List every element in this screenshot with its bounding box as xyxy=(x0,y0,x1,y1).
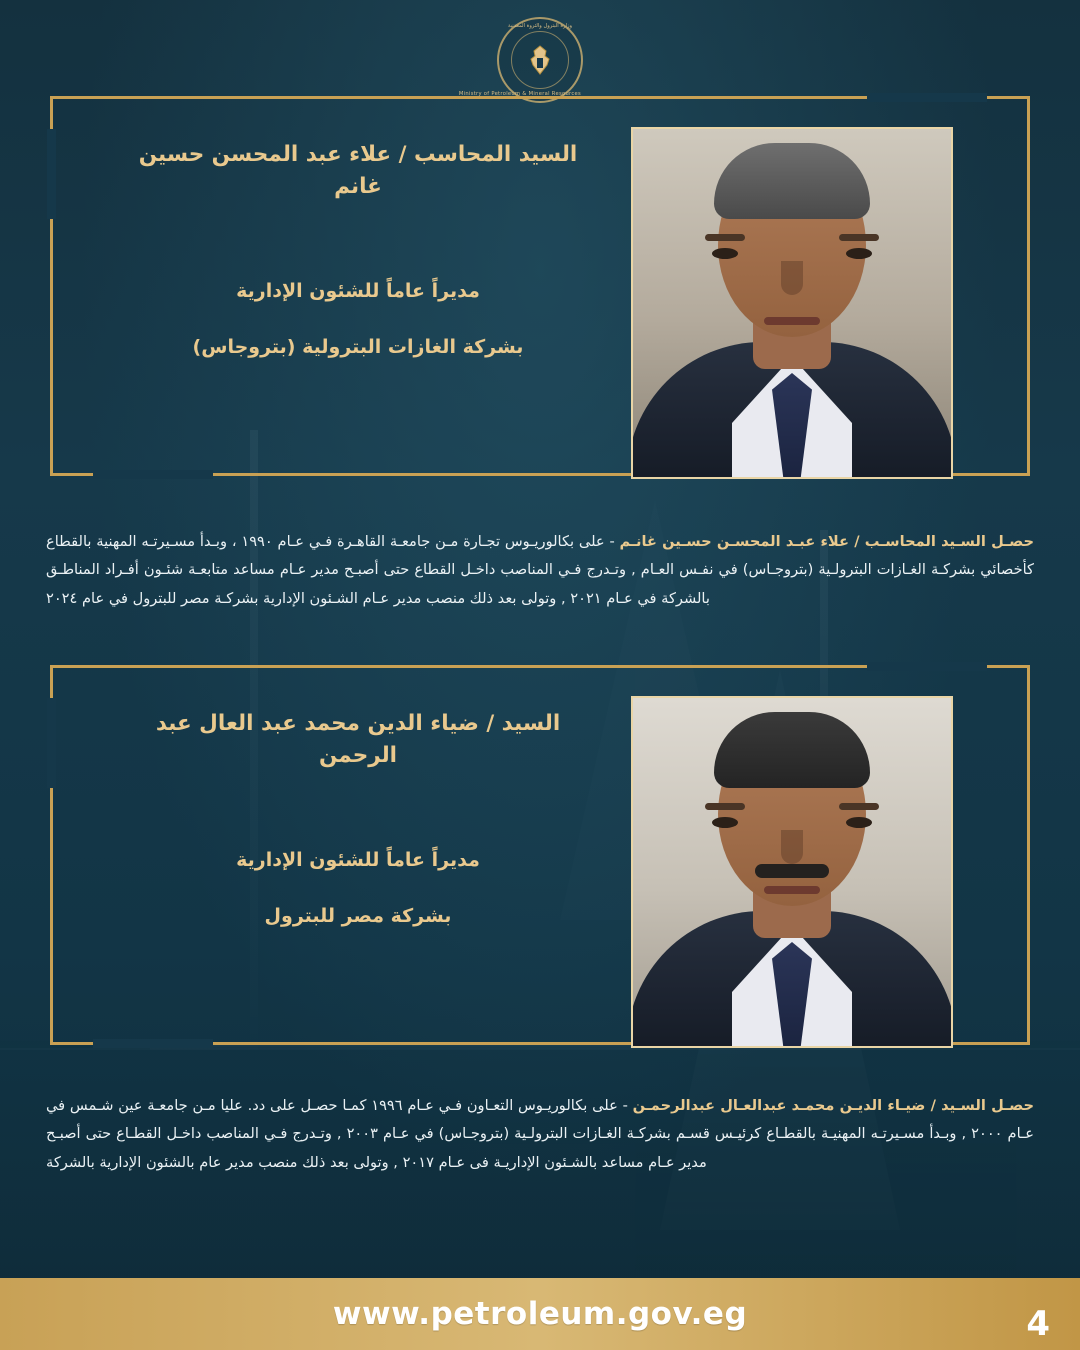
person-2-company: بشركة مصر للبترول xyxy=(264,904,452,927)
person-1-frame xyxy=(50,96,1030,476)
portrait-photo-man-mustache-icon xyxy=(633,698,951,1046)
person-1-name: السيد المحاسب / علاء عبد المحسن حسين غانم xyxy=(138,142,578,200)
portrait-photo-man-gray-hair-icon xyxy=(633,129,951,477)
person-1-bio xyxy=(46,528,1034,613)
person-2-photo xyxy=(631,696,953,1048)
person-1-company: بشركة الغازات البترولية (بتروجاس) xyxy=(192,335,524,358)
person-2-bio xyxy=(46,1092,1034,1177)
person-1-role: مديراً عاماً للشئون الإدارية xyxy=(236,279,480,302)
website-url[interactable]: www.petroleum.gov.eg xyxy=(332,1296,748,1332)
person-2-role: مديراً عاماً للشئون الإدارية xyxy=(236,848,480,871)
footer-bar xyxy=(0,1278,1080,1350)
person-1-text xyxy=(123,139,593,362)
logo-ring-text-bottom: Ministry of Petroleum & Mineral Resources xyxy=(458,91,581,97)
person-2-frame xyxy=(50,665,1030,1045)
page-number: 4 xyxy=(1026,1304,1050,1344)
person-1-photo xyxy=(631,127,953,479)
logo-ring-text-top: وزارة البترول والثروة المعدنية xyxy=(507,23,573,29)
egypt-eagle-emblem-icon xyxy=(511,31,569,89)
person-1-bio-text: - على بكالوريـوس تجـارة مـن جامعـة القاهـرة فـي عـام ١٩٩٠ ، وبـدأ مسـيرتـه المهنية بالقطاع كأخصائي بشركـة الغـازات البترولـية (بتروجـاس) في نفـس العـام , وتـدرج فـي المناصب داخـل القطاع حتى أصبـح مدير عـام مساعد متابعـة شئـون أفـراد المناطـق بالشركة في عـام ٢٠٢١ , وتولى بعد ذلك منصب مدير عـام الشـئون الإدارية بشركـة مصر للبترول في عام ٢٠٢٤ xyxy=(46,533,1034,607)
person-2-text xyxy=(123,708,593,931)
person-2-bio-text: - على بكالوريـوس التعـاون فـي عـام ١٩٩٦ كمـا حصـل على دد. عليا مـن جامعـة عين شـمس في عـام ٢٠٠٠ , وبـدأ مسـيرتـه المهنيـة بالقطـاع كرئيـس قسـم بشركـة الغـازات البترولـية (بتروجـاس) في عـام ٢٠٠٣ , وتـدرج فـي المناصب داخـل القطـاع حتى أصبـح مدير عـام مساعد بالشـئون الإداريـة فى عـام ٢٠١٧ , وتولى بعد ذلك منصب مدير عام بالشئون الإدارية بالشركة xyxy=(46,1097,1035,1171)
person-2-bio-highlight: حصـل السـيد / ضيـاء الديـن محمـد عبدالعـال عبدالرحمـن xyxy=(632,1097,1035,1114)
person-2-name: السيد / ضياء الدين محمد عبد العال عبد الرحمن xyxy=(155,711,561,769)
logo-ring xyxy=(458,17,583,103)
person-1-bio-highlight: حصـل السـيد المحاسـب / علاء عبـد المحسـن حسـين غانـم xyxy=(619,533,1034,550)
ministry-logo xyxy=(458,14,610,106)
